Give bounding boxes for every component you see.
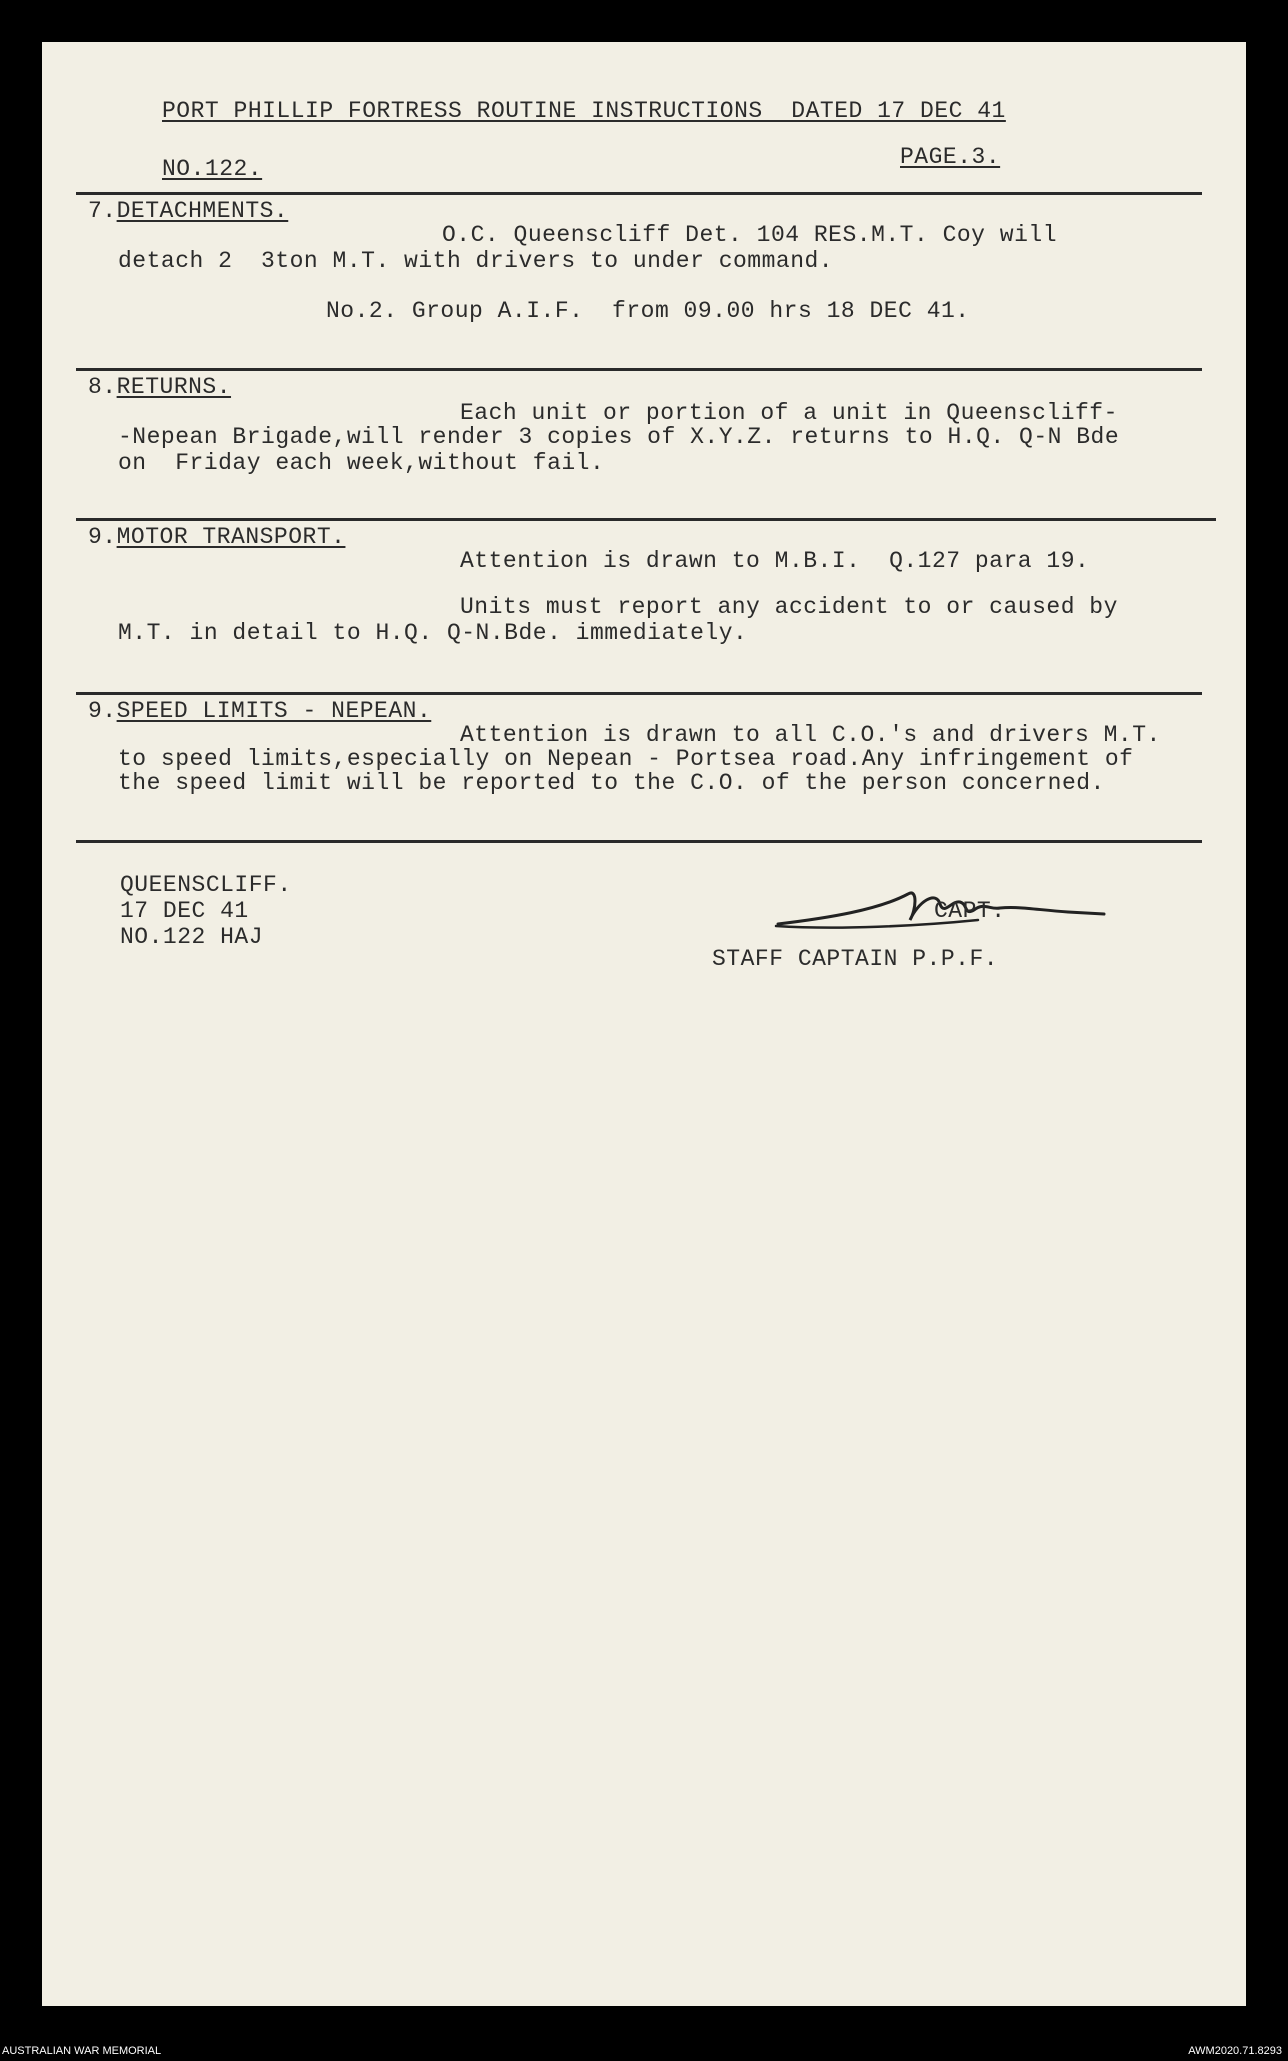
document-number: NO.122. [162, 156, 263, 182]
footer-source: AUSTRALIAN WAR MEMORIAL [2, 2045, 162, 2057]
section-divider [76, 840, 1202, 843]
section-divider [76, 368, 1202, 371]
closing-date: 17 DEC 41 [120, 898, 249, 924]
section-9b-line-2: to speed limits,especially on Nepean - Portsea road.Any infringement of [118, 746, 1134, 772]
section-9-line-1: Attention is drawn to M.B.I. Q.127 para 19. [460, 548, 1090, 574]
section-divider [76, 692, 1202, 695]
section-7-line-1: O.C. Queenscliff Det. 104 RES.M.T. Coy will [442, 222, 1057, 248]
closing-place: QUEENSCLIFF. [120, 872, 292, 898]
closing-reference: NO.122 HAJ [120, 924, 264, 950]
section-9b-line-3: the speed limit will be reported to the C.O. of the person concerned. [118, 770, 1105, 796]
section-7-heading: 7.DETACHMENTS. [88, 198, 289, 224]
section-8-line-3: on Friday each week,without fail. [118, 450, 605, 476]
document-title: PORT PHILLIP FORTRESS ROUTINE INSTRUCTIONS DATED 17 DEC 41 [162, 98, 1006, 124]
section-9b-heading: 9.SPEED LIMITS - NEPEAN. [88, 698, 432, 724]
section-9b-line-1: Attention is drawn to all C.O.'s and drivers M.T. [460, 722, 1161, 748]
section-8-heading: 8.RETURNS. [88, 374, 232, 400]
footer-catalogue-number: AWM2020.71.8293 [1188, 2045, 1282, 2057]
document-page [42, 42, 1246, 2006]
page-number: PAGE.3. [900, 144, 1001, 170]
section-9-heading: 9.MOTOR TRANSPORT. [88, 524, 346, 550]
section-divider [76, 192, 1202, 195]
section-9-line-3: M.T. in detail to H.Q. Q-N.Bde. immediately. [118, 620, 748, 646]
section-divider [76, 518, 1216, 521]
section-8-line-2: -Nepean Brigade,will render 3 copies of X.Y.Z. returns to H.Q. Q-N Bde [118, 424, 1120, 450]
signatory-position: STAFF CAPTAIN P.P.F. [712, 946, 999, 972]
section-9-line-2: Units must report any accident to or caused by [460, 594, 1118, 620]
signatory-rank: CAPT. [934, 898, 1006, 924]
section-7-line-2: detach 2 3ton M.T. with drivers to under command. [118, 248, 834, 274]
section-7-line-3: No.2. Group A.I.F. from 09.00 hrs 18 DEC 41. [326, 298, 970, 324]
section-8-line-1: Each unit or portion of a unit in Queenscliff- [460, 400, 1118, 426]
